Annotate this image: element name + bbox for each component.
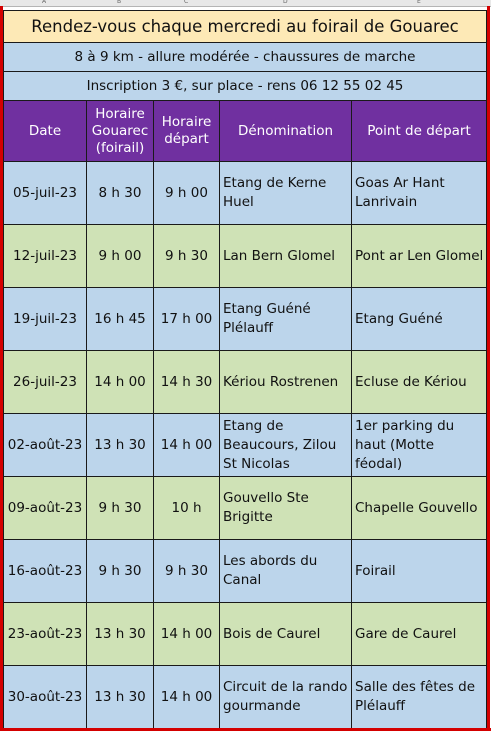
cell-date: 26-juil-23	[13, 373, 77, 390]
table-row-cell-gouarec[interactable]	[87, 351, 154, 414]
header-date[interactable]	[3, 101, 87, 162]
column-letter-d[interactable]: D	[283, 0, 288, 5]
header-denomination[interactable]	[220, 101, 352, 162]
header-horaire-gouarec[interactable]	[87, 101, 154, 162]
column-letter-a[interactable]: A	[42, 0, 47, 5]
table-row-cell-date[interactable]	[3, 225, 87, 288]
table-row-cell-date[interactable]	[3, 414, 87, 477]
header-horaire-depart[interactable]	[154, 101, 220, 162]
cell-horaire-gouarec: 9 h 30	[98, 562, 142, 579]
info-inscription-text: Inscription 3 €, sur place - rens 06 12 55 02 45	[86, 77, 404, 94]
table-row-cell-gouarec[interactable]	[87, 603, 154, 666]
header-date-label: Date	[28, 122, 62, 139]
cell-denomination: Etang de Kerne Huel	[223, 175, 327, 210]
cell-horaire-gouarec: 13 h 30	[94, 688, 146, 705]
info-cell-inscription[interactable]	[3, 72, 487, 101]
header-horaire-depart-label: Horaire départ	[161, 114, 212, 147]
cell-horaire-gouarec: 16 h 45	[94, 310, 146, 327]
cell-horaire-depart: 14 h 00	[160, 688, 213, 705]
cell-horaire-gouarec: 8 h 30	[98, 184, 142, 201]
cell-date: 30-août-23	[7, 688, 83, 705]
cell-point-depart: Etang Guéné	[355, 310, 443, 327]
table-row-cell-denomination[interactable]	[220, 540, 352, 603]
cell-horaire-gouarec: 9 h 00	[98, 247, 142, 264]
cell-denomination: Etang Guéné Plélauff	[223, 301, 311, 336]
table-row-cell-denomination[interactable]	[220, 414, 352, 477]
table-row-cell-denomination[interactable]	[220, 162, 352, 225]
info-distance-text: 8 à 9 km - allure modérée - chaussures de marche	[74, 48, 416, 65]
table-row-cell-date[interactable]	[3, 477, 87, 540]
cell-point-depart: Ecluse de Kériou	[355, 373, 467, 390]
table-row-cell-gouarec[interactable]	[87, 666, 154, 729]
selection-border-left	[0, 6, 3, 731]
column-header-bar	[0, 0, 491, 7]
table-row-cell-date[interactable]	[3, 603, 87, 666]
table-row-cell-denomination[interactable]	[220, 477, 352, 540]
table-row-cell-gouarec[interactable]	[87, 288, 154, 351]
table-row-cell-gouarec[interactable]	[87, 225, 154, 288]
table-row-cell-denomination[interactable]	[220, 225, 352, 288]
header-denomination-label: Dénomination	[237, 122, 334, 139]
selection-border-right	[487, 6, 490, 731]
cell-horaire-gouarec: 13 h 30	[94, 436, 146, 453]
cell-point-depart: Foirail	[355, 562, 396, 579]
cell-denomination: Circuit de la rando gourmande	[223, 679, 348, 714]
table-row-cell-point[interactable]	[352, 162, 487, 225]
cell-horaire-depart: 10 h	[171, 499, 202, 516]
header-horaire-gouarec-label: Horaire Gouarec (foirail)	[91, 105, 149, 156]
title-cell[interactable]	[3, 10, 487, 43]
cell-denomination: Kériou Rostrenen	[223, 373, 339, 390]
cell-horaire-depart: 14 h 00	[160, 436, 213, 453]
cell-date: 19-juil-23	[13, 310, 77, 327]
column-letter-c[interactable]: C	[184, 0, 189, 5]
column-letter-b[interactable]: B	[117, 0, 122, 5]
table-row-cell-gouarec[interactable]	[87, 477, 154, 540]
table-row-cell-denomination[interactable]	[220, 666, 352, 729]
table-row-cell-point[interactable]	[352, 540, 487, 603]
header-point-depart[interactable]	[352, 101, 487, 162]
cell-denomination: Gouvello Ste Brigitte	[223, 490, 309, 525]
table-row-cell-denomination[interactable]	[220, 351, 352, 414]
table-row-cell-depart[interactable]	[154, 477, 220, 540]
table-row-cell-depart[interactable]	[154, 288, 220, 351]
cell-horaire-gouarec: 9 h 30	[98, 499, 142, 516]
info-cell-distance[interactable]	[3, 43, 487, 72]
table-row-cell-depart[interactable]	[154, 540, 220, 603]
table-row-cell-point[interactable]	[352, 351, 487, 414]
cell-horaire-gouarec: 13 h 30	[94, 625, 146, 642]
cell-point-depart: Gare de Caurel	[355, 625, 457, 642]
cell-denomination: Lan Bern Glomel	[223, 247, 336, 264]
cell-point-depart: Pont ar Len Glomel	[355, 247, 484, 264]
cell-denomination: Bois de Caurel	[223, 625, 321, 642]
cell-horaire-depart: 17 h 00	[160, 310, 213, 327]
table-row-cell-point[interactable]	[352, 288, 487, 351]
page-title: Rendez-vous chaque mercredi au foirail de Gouarec	[31, 17, 459, 36]
table-row-cell-gouarec[interactable]	[87, 414, 154, 477]
cell-point-depart: Chapelle Gouvello	[355, 499, 478, 516]
header-point-depart-label: Point de départ	[367, 122, 471, 139]
table-row-cell-point[interactable]	[352, 477, 487, 540]
table-row-cell-depart[interactable]	[154, 351, 220, 414]
cell-horaire-gouarec: 14 h 00	[94, 373, 146, 390]
table-row-cell-date[interactable]	[3, 666, 87, 729]
table-row-cell-date[interactable]	[3, 288, 87, 351]
table-row-cell-depart[interactable]	[154, 666, 220, 729]
table-row-cell-gouarec[interactable]	[87, 540, 154, 603]
cell-horaire-depart: 9 h 30	[165, 562, 208, 579]
table-row-cell-denomination[interactable]	[220, 288, 352, 351]
cell-date: 09-août-23	[7, 499, 83, 516]
table-row-cell-gouarec[interactable]	[87, 162, 154, 225]
cell-horaire-depart: 9 h 00	[165, 184, 208, 201]
column-letter-e[interactable]: E	[417, 0, 421, 5]
cell-point-depart: 1er parking du haut (Motte féodal)	[355, 417, 455, 472]
cell-date: 16-août-23	[7, 562, 83, 579]
cell-date: 23-août-23	[7, 625, 83, 642]
table-row-cell-depart[interactable]	[154, 414, 220, 477]
cell-horaire-depart: 14 h 00	[160, 625, 213, 642]
cell-horaire-depart: 14 h 30	[160, 373, 213, 390]
table-row-cell-depart[interactable]	[154, 603, 220, 666]
cell-date: 02-août-23	[7, 436, 83, 453]
cell-denomination: Les abords du Canal	[223, 553, 318, 588]
cell-date: 05-juil-23	[13, 184, 77, 201]
table-row-cell-point[interactable]	[352, 603, 487, 666]
table-row-cell-depart[interactable]	[154, 225, 220, 288]
table-row-cell-point[interactable]	[352, 225, 487, 288]
cell-horaire-depart: 9 h 30	[165, 247, 208, 264]
table-row-cell-depart[interactable]	[154, 162, 220, 225]
cell-point-depart: Salle des fêtes de Plélauff	[355, 679, 475, 714]
table-row-cell-point[interactable]	[352, 414, 487, 477]
table-row-cell-date[interactable]	[3, 162, 87, 225]
table-row-cell-date[interactable]	[3, 351, 87, 414]
table-row-cell-point[interactable]	[352, 666, 487, 729]
table-row-cell-denomination[interactable]	[220, 603, 352, 666]
cell-point-depart: Goas Ar Hant Lanrivain	[355, 175, 445, 210]
cell-date: 12-juil-23	[13, 247, 77, 264]
table-row-cell-date[interactable]	[3, 540, 87, 603]
cell-denomination: Etang de Beaucours, Zilou St Nicolas	[223, 417, 337, 472]
